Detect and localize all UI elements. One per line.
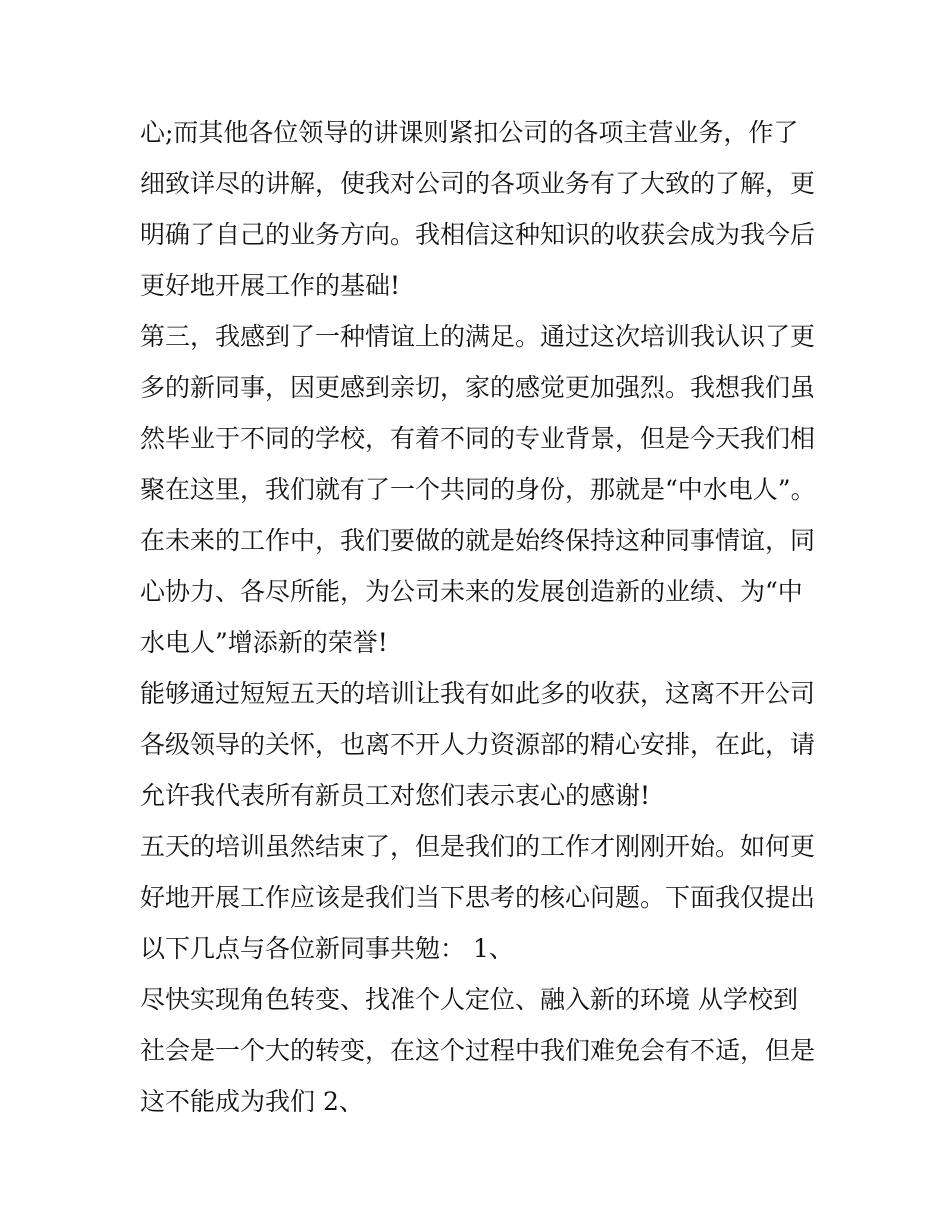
text-line: 这不能成为我们 2、 (140, 1087, 364, 1116)
text-line: 五天的培训虽然结束了，但是我们的工作才刚刚开始。如何更 (140, 832, 816, 861)
text-line: 以下几点与各位新同事共勉： 1、 (140, 934, 514, 963)
text-line: 聚在这里，我们就有了一个共同的身份，那就是“中水电人”。 (140, 475, 816, 504)
text-line: 更好地开展工作的基础! (140, 271, 401, 300)
body-text (140, 107, 820, 1127)
text-line: 能够通过短短五天的培训让我有如此多的收获，这离不开公司 (140, 679, 816, 708)
text-line: 然毕业于不同的学校，有着不同的专业背景，但是今天我们相 (140, 424, 816, 453)
text-line: 水电人”增添新的荣誉! (140, 628, 388, 657)
text-line: 在未来的工作中，我们要做的就是始终保持这种同事情谊，同 (140, 526, 816, 555)
text-line: 心协力、各尽所能，为公司未来的发展创造新的业绩、为“中 (140, 577, 803, 606)
text-line: 明确了自己的业务方向。我相信这种知识的收获会成为我今后 (140, 220, 816, 249)
text-line: 细致详尽的讲解，使我对公司的各项业务有了大致的了解，更 (140, 169, 816, 198)
text-line: 心;而其他各位领导的讲课则紧扣公司的各项主营业务，作了 (140, 118, 799, 147)
text-line: 各级领导的关怀，也离不开人力资源部的精心安排，在此，请 (140, 730, 816, 759)
text-line: 多的新同事，因更感到亲切，家的感觉更加强烈。我想我们虽 (140, 373, 816, 402)
text-line: 允许我代表所有新员工对您们表示衷心的感谢! (140, 781, 651, 810)
text-line: 第三，我感到了一种情谊上的满足。通过这次培训我认识了更 (140, 322, 816, 351)
text-line: 社会是一个大的转变，在这个过程中我们难免会有不适，但是 (140, 1036, 816, 1065)
text-line: 尽快实现角色转变、找准个人定位、融入新的环境 从学校到 (140, 985, 798, 1014)
text-line: 好地开展工作应该是我们当下思考的核心问题。下面我仅提出 (140, 883, 816, 912)
